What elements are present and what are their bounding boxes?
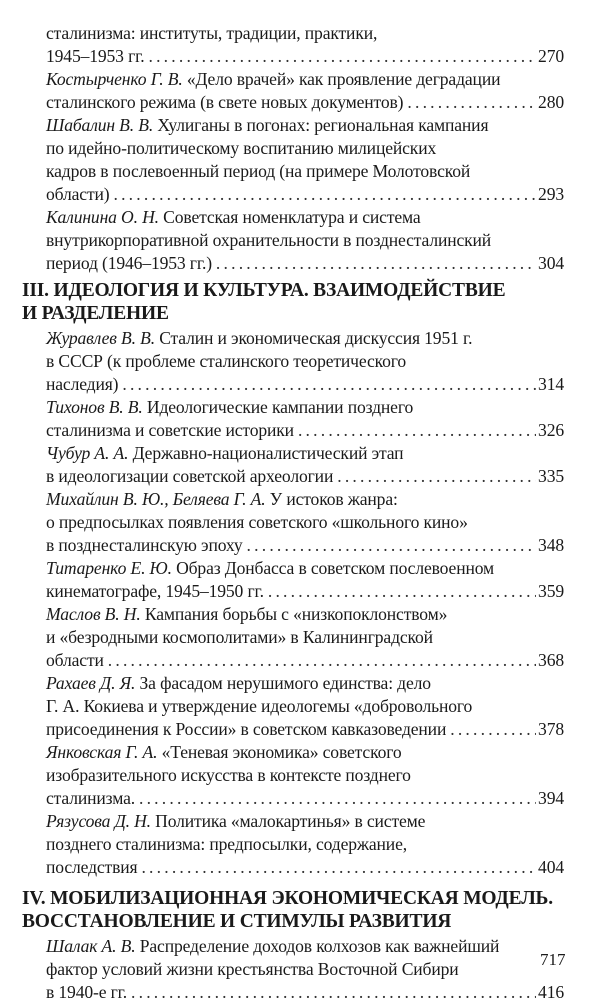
toc-entry-leader-line [46,580,564,603]
toc-entry-line [46,557,564,580]
toc-entry-title-text: в позднесталинскую эпоху [46,535,243,555]
toc-entry-line [46,160,564,183]
table-of-contents-page [0,22,600,1004]
toc-entry-title-text: Хулиганы в погонах: региональная кампания [153,115,489,135]
toc-entry-leader-line [46,419,564,442]
toc-entry-page-number: 270 [538,46,564,66]
toc-entry-title-text: кинематографе, 1945–1950 гг. [46,581,264,601]
toc-entry-title-text: Политика «малокартинья» в системе [150,811,426,831]
toc-entry-title-text: Сталин и экономическая дискуссия 1951 г. [154,328,473,348]
toc-entry-title-text: последствия [46,857,138,877]
toc-entry-line [46,396,564,419]
toc-entry-title-text: сталинизма: институты, традиции, практики, [46,23,378,43]
toc-entry-leader-line [46,45,564,68]
toc-entry [46,114,564,206]
toc-entry-line [46,764,564,787]
toc-entry-leader-line [46,373,564,396]
toc-entry-author: Тихонов В. В. [46,397,143,417]
toc-entry-leader-line [46,465,564,488]
toc-entry [46,557,564,603]
toc-entry-title-text: области) [46,184,110,204]
section-heading-iii [22,279,562,325]
toc-entry-page-number: 404 [538,857,564,877]
toc-entry-author: Костырченко Г. В. [46,69,183,89]
toc-entry-title-text: «Дело врачей» как проявление деградации [182,69,501,89]
toc-entry-title-text: сталинизма. [46,788,135,808]
toc-entry-line [46,672,564,695]
dot-leader [216,252,536,275]
toc-entry-title-text: Идеологические кампании позднего [142,397,414,417]
toc-entry-title-text: сталинизма и советские историки [46,420,294,440]
toc-entry-author: Шалак А. В. [46,936,136,956]
toc-entry-line [46,206,564,229]
toc-entry-leader-line [46,856,564,879]
toc-entry-line [46,327,564,350]
toc-entry-author: Янковская Г. А. [46,742,158,762]
toc-entry-title-text: За фасадом нерушимого единства: дело [135,673,431,693]
toc-entry-title-text: в СССР (к проблеме сталинского теоретического [46,351,407,371]
toc-entry-page-number: 335 [538,466,564,486]
dot-leader [247,534,537,557]
toc-entry-line [46,68,564,91]
toc-entry-page-number: 348 [538,535,564,555]
toc-entry-title-text: фактор условий жизни крестьянства Восточной Сибири [46,959,459,979]
toc-entry-line [46,935,564,958]
toc-entry-line [46,741,564,764]
toc-entry-leader-line [46,183,564,206]
toc-section-iv-entries [0,935,600,1004]
toc-entry-title-text: период (1946–1953 гг.) [46,253,212,273]
toc-entry-page-number: 280 [538,92,564,112]
toc-entry-title-text: Распределение доходов колхозов как важнейший [135,936,500,956]
toc-entry-author: Маслов В. Н. [46,604,141,624]
toc-entry [46,810,564,879]
toc-entry-line [46,350,564,373]
toc-entry-page-number: 359 [538,581,564,601]
toc-entry-title-text: кадров в послевоенный период (на примере Молотовской [46,161,471,181]
toc-entry-author: Калинина О. Н. [46,207,159,227]
toc-entry-line [46,958,564,981]
dot-leader [108,649,536,672]
dot-leader [139,787,536,810]
section-heading-iv [22,887,562,933]
toc-entry-title-text: Образ Донбасса в советском послевоенном [171,558,495,578]
toc-entry-title-text: Советская номенклатура и система [158,207,421,227]
toc-entry [46,672,564,741]
toc-entry-leader-line [46,981,564,1004]
toc-entry-leader-line [46,718,564,741]
dot-leader [450,718,536,741]
toc-entry-line [46,114,564,137]
toc-entry-title-text: наследия) [46,374,119,394]
toc-entry-title-text: по идейно-политическому воспитанию милицейских [46,138,437,158]
dot-leader [113,183,536,206]
toc-entry-line [46,511,564,534]
toc-entry-page-number: 394 [538,788,564,808]
toc-entry-line [46,137,564,160]
toc-entry [46,935,564,1004]
toc-entry-line [46,442,564,465]
toc-entry-line [46,810,564,833]
toc-entry-leader-line [46,649,564,672]
toc-entry-title-text: сталинского режима (в свете новых документов) [46,92,404,112]
toc-entry [46,206,564,275]
toc-entry-title-text: Кампания борьбы с «низкопоклонством» [140,604,448,624]
toc-entry-line [46,626,564,649]
toc-entry-page-number: 293 [538,184,564,204]
toc-entry-title-text: внутрикорпоративной охранительности в позднесталинский [46,230,492,250]
toc-entry [46,488,564,557]
dot-leader [148,45,536,68]
toc-entry-title-text: и «безродными космополитами» в Калининградской [46,627,433,647]
toc-entry-title-text: Г. А. Кокиева и утверждение идеологемы «добровольного [46,696,473,716]
toc-entry-page-number: 314 [538,374,564,394]
dot-leader [337,465,536,488]
toc-entry-line [46,488,564,511]
toc-entry-line [46,603,564,626]
toc-entry-title-text: в идеологизации советской археологии [46,466,334,486]
toc-section-iii-entries [0,327,600,879]
toc-entry-page-number: 416 [538,982,564,1002]
toc-entry-author: Титаренко Е. Ю. [46,558,172,578]
toc-entry-title-text: «Теневая экономика» советского [157,742,402,762]
toc-entry-line [46,229,564,252]
toc-entry-author: Журавлев В. В. [46,328,155,348]
toc-entry [46,68,564,114]
dot-leader [298,419,536,442]
toc-entry-author: Рахаев Д. Я. [46,673,136,693]
toc-entry-line [46,833,564,856]
dot-leader [407,91,536,114]
toc-entry-leader-line [46,534,564,557]
toc-entry-page-number: 368 [538,650,564,670]
toc-entry-title-text: присоединения к России» в советском кавказоведении [46,719,447,739]
toc-entry-page-number: 304 [538,253,564,273]
page-number: 717 [540,950,566,969]
toc-entry-title-text: У истоков жанра: [265,489,398,509]
toc-entry-title-text: области [46,650,104,670]
toc-entry-author: Михайлин В. Ю., Беляева Г. А. [46,489,266,509]
toc-entry-leader-line [46,252,564,275]
toc-entry [46,603,564,672]
toc-entry [46,396,564,442]
toc-entry-leader-line [46,787,564,810]
toc-entry-title-text: позднего сталинизма: предпосылки, содержание, [46,834,407,854]
toc-entry-leader-line [46,91,564,114]
dot-leader [141,856,536,879]
section-heading-line: И РАЗДЕЛЕНИЕ [22,303,169,324]
dot-leader [268,580,536,603]
toc-entry-title-text: о предпосылках появления советского «школьного кино» [46,512,468,532]
toc-entry-page-number: 378 [538,719,564,739]
toc-entry [46,327,564,396]
toc-entry-author: Рязусова Д. Н. [46,811,151,831]
toc-entry-title-text: Державно-националистический этап [128,443,404,463]
toc-entry-line [46,22,564,45]
dot-leader [122,373,536,396]
toc-entry-page-number: 326 [538,420,564,440]
section-heading-line: ВОССТАНОВЛЕНИЕ И СТИМУЛЫ РАЗВИТИЯ [22,911,452,932]
dot-leader [131,981,536,1004]
section-heading-line: IV. МОБИЛИЗАЦИОННАЯ ЭКОНОМИЧЕСКАЯ МОДЕЛЬ. [22,888,553,909]
toc-entry-author: Чубур А. А. [46,443,129,463]
toc-entry-title-text: изобразительного искусства в контексте позднего [46,765,411,785]
toc-entry [46,741,564,810]
toc-entry [46,22,564,68]
toc-entry-title-text: в 1940-е гг. [46,982,128,1002]
section-heading-line: III. ИДЕОЛОГИЯ И КУЛЬТУРА. ВЗАИМОДЕЙСТВИЕ [22,280,506,301]
toc-block-continuation [0,22,600,275]
toc-entry-author: Шабалин В. В. [46,115,154,135]
toc-entry-line [46,695,564,718]
toc-entry-title-text: 1945–1953 гг. [46,46,145,66]
toc-entry [46,442,564,488]
